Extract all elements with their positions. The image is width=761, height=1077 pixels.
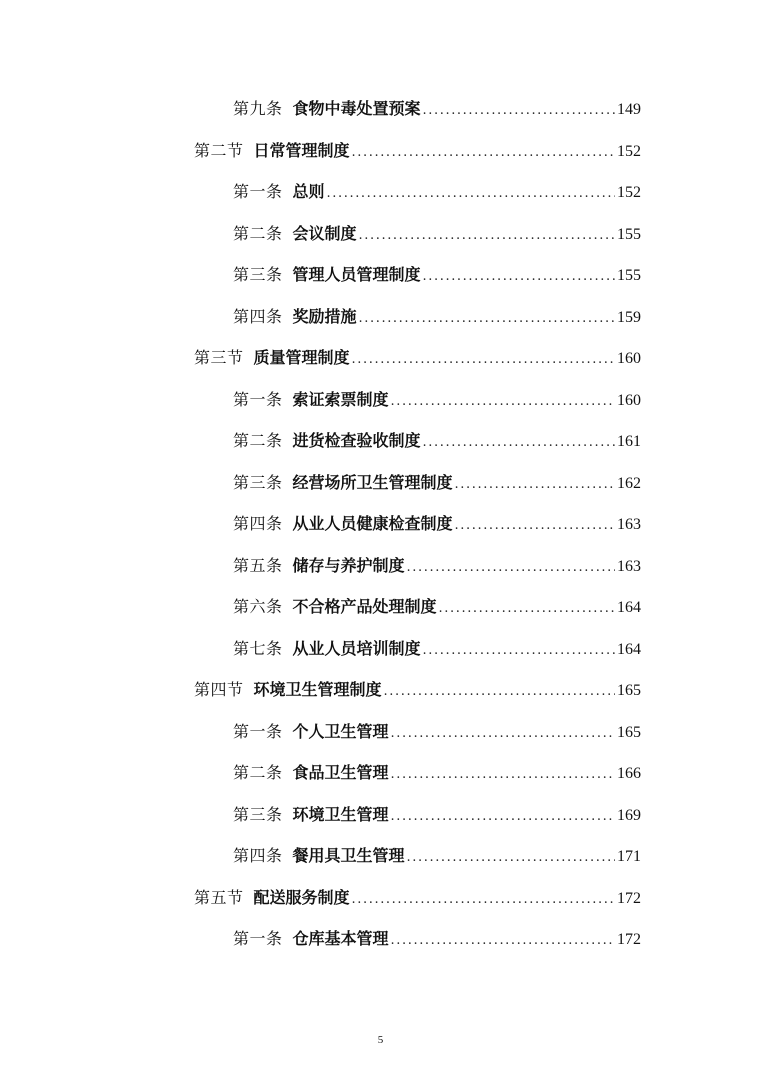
dot-leader <box>391 796 615 838</box>
toc-section[interactable] <box>0 130 761 172</box>
dot-leader <box>391 754 615 796</box>
toc-entry[interactable] <box>0 254 761 296</box>
toc-entry-number: 第三条 <box>233 472 283 492</box>
toc-entry[interactable] <box>0 711 761 753</box>
toc-entry-title: 经营场所卫生管理制度 <box>292 472 453 492</box>
toc-entry-title: 进货检查验收制度 <box>292 431 421 450</box>
toc-entry-number: 第二条 <box>233 223 283 243</box>
dot-leader <box>359 215 615 257</box>
toc-entry-number: 第七条 <box>233 638 283 658</box>
toc-section-number: 第四节 <box>194 680 244 699</box>
toc-entry-number: 第二条 <box>233 431 283 450</box>
toc-entry-title: 环境卫生管理 <box>292 804 389 824</box>
toc-entry-page: 155 <box>617 225 641 243</box>
toc-entry-page: 160 <box>617 391 641 409</box>
toc-entry-page: 164 <box>617 640 641 658</box>
toc-entry-page: 164 <box>617 599 641 616</box>
toc-entry-page: 169 <box>617 806 641 824</box>
toc-section-title: 质量管理制度 <box>253 348 350 367</box>
toc-entry-title: 储存与养护制度 <box>292 555 405 575</box>
toc-entry[interactable] <box>0 503 761 545</box>
toc-entry[interactable] <box>0 171 761 213</box>
dot-leader <box>423 422 615 464</box>
toc-entry[interactable] <box>0 752 761 794</box>
toc-entry-number: 第一条 <box>233 721 283 741</box>
toc-entry[interactable] <box>0 420 761 462</box>
toc-entry-title: 奖励措施 <box>292 306 357 326</box>
toc-section[interactable] <box>0 877 761 919</box>
toc-section-number: 第二节 <box>194 140 244 160</box>
toc-section-title: 日常管理制度 <box>253 140 350 160</box>
toc-entry[interactable] <box>0 88 761 130</box>
dot-leader <box>327 173 615 215</box>
dot-leader <box>352 879 615 921</box>
dot-leader <box>352 132 615 174</box>
toc-entry-page: 163 <box>617 557 641 575</box>
dot-leader <box>423 256 615 298</box>
dot-leader <box>407 837 615 879</box>
toc-entry-number: 第九条 <box>233 99 283 118</box>
dot-leader <box>391 713 615 755</box>
toc-entry-title: 仓库基本管理 <box>292 929 389 948</box>
toc-entry[interactable] <box>0 835 761 877</box>
toc-section-title: 配送服务制度 <box>253 887 350 907</box>
dot-leader <box>455 464 615 506</box>
toc-entry[interactable] <box>0 462 761 504</box>
dot-leader <box>359 298 615 340</box>
toc-section-page: 152 <box>617 142 641 160</box>
toc-section-page: 165 <box>617 682 641 699</box>
toc-entry-page: 161 <box>617 433 641 450</box>
toc-entry-page: 171 <box>617 848 641 865</box>
dot-leader <box>407 547 615 589</box>
toc-entry-number: 第二条 <box>233 763 283 782</box>
toc-entry-number: 第五条 <box>233 555 283 575</box>
toc-entry-page: 155 <box>617 267 641 284</box>
toc-entry-title: 总则 <box>292 182 325 201</box>
toc-entry[interactable] <box>0 213 761 255</box>
dot-leader <box>391 381 615 423</box>
toc-section-page: 160 <box>617 350 641 367</box>
dot-leader <box>423 90 615 132</box>
dot-leader <box>423 630 615 672</box>
toc-entry-title: 从业人员健康检查制度 <box>292 514 453 533</box>
toc-entry-title: 食品卫生管理 <box>292 763 389 782</box>
toc-entry-page: 162 <box>617 474 641 492</box>
dot-leader <box>352 339 615 381</box>
toc-entry-number: 第四条 <box>233 306 283 326</box>
toc-entry-page: 152 <box>617 184 641 201</box>
toc-section-title: 环境卫生管理制度 <box>253 680 382 699</box>
toc-entry[interactable] <box>0 794 761 836</box>
toc-entry[interactable] <box>0 918 761 960</box>
toc-entry[interactable] <box>0 628 761 670</box>
toc-entry-title: 索证索票制度 <box>292 389 389 409</box>
toc-section[interactable] <box>0 669 761 711</box>
toc-entry-number: 第六条 <box>233 597 283 616</box>
dot-leader <box>455 505 615 547</box>
toc-entry-number: 第一条 <box>233 389 283 409</box>
toc-entry-title: 个人卫生管理 <box>292 721 389 741</box>
toc-entry-title: 管理人员管理制度 <box>292 265 421 284</box>
toc-entry[interactable] <box>0 586 761 628</box>
toc-entry-title: 餐用具卫生管理 <box>292 846 405 865</box>
toc-entry-number: 第四条 <box>233 846 283 865</box>
table-of-contents <box>0 88 761 960</box>
toc-entry-number: 第三条 <box>233 265 283 284</box>
toc-entry-number: 第一条 <box>233 929 283 948</box>
dot-leader <box>391 920 615 962</box>
toc-entry-title: 不合格产品处理制度 <box>292 597 437 616</box>
toc-entry-number: 第一条 <box>233 182 283 201</box>
toc-entry-title: 食物中毒处置预案 <box>292 99 421 118</box>
toc-entry-title: 会议制度 <box>292 223 357 243</box>
toc-entry-title: 从业人员培训制度 <box>292 638 421 658</box>
toc-section-number: 第三节 <box>194 348 244 367</box>
toc-entry-page: 159 <box>617 308 641 326</box>
toc-entry[interactable] <box>0 545 761 587</box>
toc-section[interactable] <box>0 337 761 379</box>
toc-entry-page: 165 <box>617 723 641 741</box>
toc-section-page: 172 <box>617 889 641 907</box>
dot-leader <box>439 588 615 630</box>
toc-entry-number: 第三条 <box>233 804 283 824</box>
toc-entry-page: 166 <box>617 765 641 782</box>
dot-leader <box>384 671 615 713</box>
toc-section-number: 第五节 <box>194 887 244 907</box>
toc-entry-page: 149 <box>617 101 641 118</box>
toc-entry[interactable] <box>0 296 761 338</box>
page-number: 5 <box>377 1034 384 1046</box>
toc-entry-page: 172 <box>617 931 641 948</box>
toc-entry[interactable] <box>0 379 761 421</box>
toc-entry-page: 163 <box>617 516 641 533</box>
toc-entry-number: 第四条 <box>233 514 283 533</box>
